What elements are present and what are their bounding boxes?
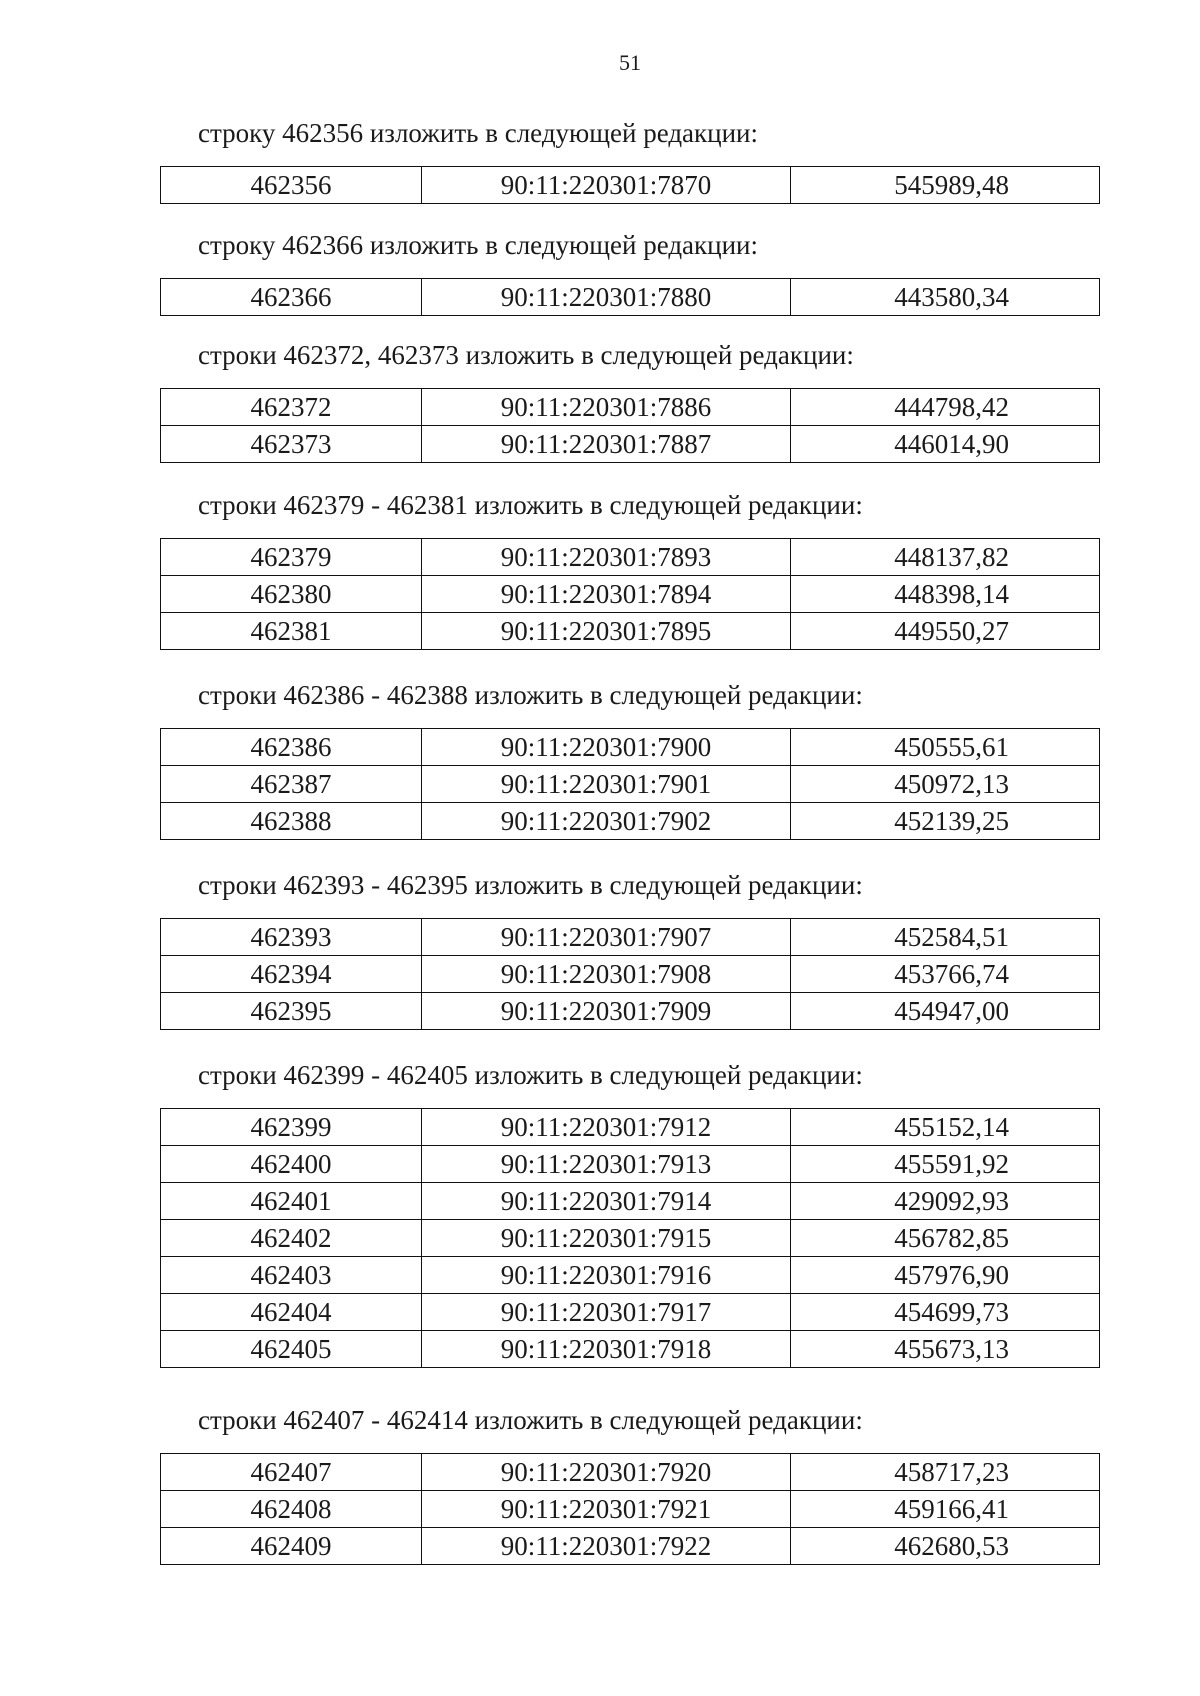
cadastral-value: 457976,90 [791,1257,1100,1294]
section-heading: строки 462386 - 462388 изложить в следующей редакции: [198,680,863,710]
table-row [161,1491,1100,1528]
record-number: 462387 [161,766,422,803]
record-number: 462400 [161,1146,422,1183]
cadastral-value: 448137,82 [791,539,1100,576]
table-row [161,576,1100,613]
record-table [160,1453,1100,1565]
table-row [161,613,1100,650]
cadastral-value: 458717,23 [791,1454,1100,1491]
cadastral-number: 90:11:220301:7917 [422,1294,791,1331]
record-number: 462380 [161,576,422,613]
record-number: 462386 [161,729,422,766]
cadastral-number: 90:11:220301:7915 [422,1220,791,1257]
table-row [161,167,1100,204]
cadastral-value: 455673,13 [791,1331,1100,1368]
record-number: 462394 [161,956,422,993]
cadastral-value: 462680,53 [791,1528,1100,1565]
table-row [161,1454,1100,1491]
table-row [161,729,1100,766]
cadastral-number: 90:11:220301:7870 [422,167,791,204]
table-row [161,919,1100,956]
table-row [161,279,1100,316]
section-heading: строки 462372, 462373 изложить в следующей редакции: [198,340,854,370]
cadastral-number: 90:11:220301:7880 [422,279,791,316]
table-row [161,539,1100,576]
table-row [161,389,1100,426]
record-table [160,1108,1100,1368]
cadastral-value: 454699,73 [791,1294,1100,1331]
record-number: 462409 [161,1528,422,1565]
cadastral-number: 90:11:220301:7907 [422,919,791,956]
cadastral-value: 444798,42 [791,389,1100,426]
cadastral-number: 90:11:220301:7900 [422,729,791,766]
table-row [161,1257,1100,1294]
cadastral-value: 453766,74 [791,956,1100,993]
table-row [161,1183,1100,1220]
table-row [161,993,1100,1030]
record-number: 462401 [161,1183,422,1220]
cadastral-number: 90:11:220301:7914 [422,1183,791,1220]
record-number: 462395 [161,993,422,1030]
record-number: 462404 [161,1294,422,1331]
page-number: 51 [619,50,641,75]
cadastral-value: 448398,14 [791,576,1100,613]
record-table [160,278,1100,316]
cadastral-number: 90:11:220301:7913 [422,1146,791,1183]
cadastral-number: 90:11:220301:7916 [422,1257,791,1294]
table-row [161,1220,1100,1257]
cadastral-number: 90:11:220301:7909 [422,993,791,1030]
record-table [160,538,1100,650]
cadastral-number: 90:11:220301:7902 [422,803,791,840]
cadastral-number: 90:11:220301:7912 [422,1109,791,1146]
record-number: 462373 [161,426,422,463]
cadastral-number: 90:11:220301:7887 [422,426,791,463]
cadastral-value: 446014,90 [791,426,1100,463]
cadastral-number: 90:11:220301:7908 [422,956,791,993]
record-number: 462388 [161,803,422,840]
section-heading: строку 462366 изложить в следующей редакции: [198,230,759,260]
record-number: 462402 [161,1220,422,1257]
cadastral-number: 90:11:220301:7921 [422,1491,791,1528]
record-number: 462399 [161,1109,422,1146]
table-row [161,1331,1100,1368]
cadastral-value: 459166,41 [791,1491,1100,1528]
cadastral-value: 456782,85 [791,1220,1100,1257]
cadastral-value: 455591,92 [791,1146,1100,1183]
record-table [160,918,1100,1030]
cadastral-number: 90:11:220301:7894 [422,576,791,613]
cadastral-number: 90:11:220301:7886 [422,389,791,426]
table-row [161,956,1100,993]
section-heading: строки 462379 - 462381 изложить в следующей редакции: [198,490,863,520]
cadastral-value: 449550,27 [791,613,1100,650]
cadastral-number: 90:11:220301:7901 [422,766,791,803]
record-table [160,388,1100,463]
record-number: 462405 [161,1331,422,1368]
section-heading: строки 462393 - 462395 изложить в следующей редакции: [198,870,863,900]
cadastral-number: 90:11:220301:7893 [422,539,791,576]
cadastral-value: 454947,00 [791,993,1100,1030]
table-row [161,766,1100,803]
record-number: 462408 [161,1491,422,1528]
record-number: 462407 [161,1454,422,1491]
record-number: 462379 [161,539,422,576]
record-table [160,728,1100,840]
table-row [161,803,1100,840]
cadastral-number: 90:11:220301:7895 [422,613,791,650]
table-row [161,1528,1100,1565]
table-row [161,426,1100,463]
cadastral-value: 450555,61 [791,729,1100,766]
record-number: 462393 [161,919,422,956]
cadastral-number: 90:11:220301:7922 [422,1528,791,1565]
section-heading: строки 462407 - 462414 изложить в следующей редакции: [198,1405,863,1435]
cadastral-value: 452139,25 [791,803,1100,840]
section-heading: строку 462356 изложить в следующей редакции: [198,118,759,148]
cadastral-number: 90:11:220301:7918 [422,1331,791,1368]
section-heading: строки 462399 - 462405 изложить в следующей редакции: [198,1060,863,1090]
cadastral-value: 450972,13 [791,766,1100,803]
cadastral-value: 429092,93 [791,1183,1100,1220]
record-number: 462372 [161,389,422,426]
record-number: 462381 [161,613,422,650]
table-row [161,1146,1100,1183]
table-row [161,1294,1100,1331]
cadastral-value: 455152,14 [791,1109,1100,1146]
cadastral-value: 443580,34 [791,279,1100,316]
record-number: 462366 [161,279,422,316]
table-row [161,1109,1100,1146]
record-number: 462356 [161,167,422,204]
record-number: 462403 [161,1257,422,1294]
record-table [160,166,1100,204]
cadastral-value: 452584,51 [791,919,1100,956]
cadastral-value: 545989,48 [791,167,1100,204]
cadastral-number: 90:11:220301:7920 [422,1454,791,1491]
